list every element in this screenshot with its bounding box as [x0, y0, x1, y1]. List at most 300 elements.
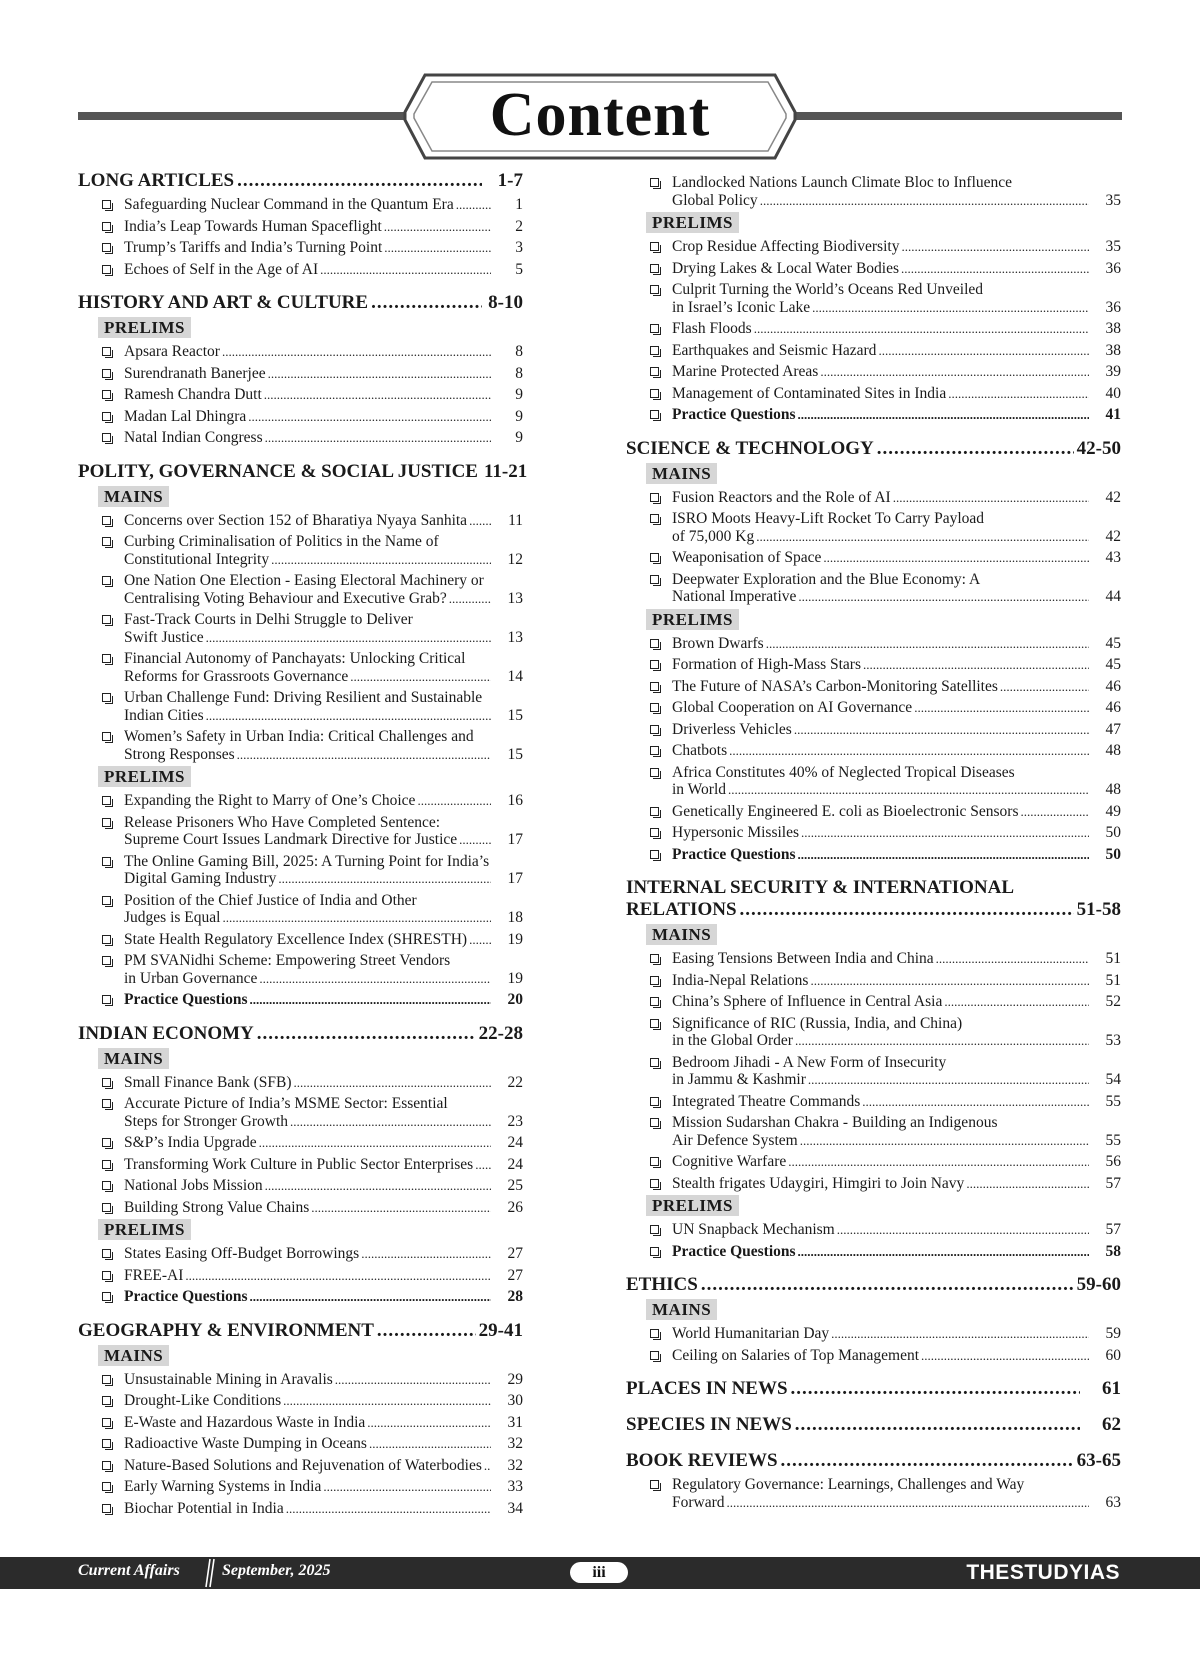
toc-entry[interactable] [626, 320, 1121, 338]
dot-leader [259, 970, 491, 988]
toc-entry[interactable] [626, 1054, 1121, 1089]
toc-entry[interactable] [626, 281, 1121, 316]
entry-text: Drying Lakes & Local Water Bodies [672, 259, 900, 277]
entry-line [672, 489, 1121, 507]
toc-entry[interactable] [78, 1414, 523, 1432]
toc-entry[interactable] [626, 549, 1121, 567]
entry-text: State Health Regulatory Excellence Index (SHRESTH) [124, 930, 468, 948]
toc-entry[interactable] [78, 533, 523, 568]
entry-text: Accurate Picture of India’s MSME Sector: Essential [124, 1095, 448, 1112]
checkbox-bullet-icon [102, 857, 111, 866]
toc-entry[interactable] [626, 635, 1121, 653]
checkbox-bullet-icon [650, 285, 659, 294]
entry-page: 11 [508, 511, 523, 529]
toc-entry[interactable] [78, 689, 523, 724]
toc-entry[interactable] [626, 656, 1121, 674]
toc-entry[interactable] [78, 1288, 523, 1306]
dot-leader [781, 1450, 1074, 1472]
toc-entry[interactable] [78, 1134, 523, 1152]
checkbox-bullet-icon [650, 976, 659, 985]
entry-page: 60 [1105, 1346, 1121, 1364]
toc-section [78, 292, 523, 447]
section-heading [78, 1023, 523, 1045]
subsection-label: PRELIMS [98, 1219, 191, 1240]
entry-text: Safeguarding Nuclear Command in the Quantum Era [124, 196, 454, 213]
entry-line [672, 1494, 1121, 1512]
entry-line [124, 1267, 523, 1285]
entry-line [124, 408, 523, 426]
toc-entry[interactable] [626, 950, 1121, 968]
entry-line [672, 385, 1121, 403]
entry-text: Practice Questions [124, 1288, 248, 1305]
entry-text: Management of Contaminated Sites in India [672, 384, 947, 402]
entry-line [124, 1113, 523, 1131]
toc-section [626, 1450, 1121, 1511]
entry-page: 33 [507, 1478, 523, 1495]
entry-line [672, 1032, 1121, 1050]
subsection-label: PRELIMS [646, 609, 739, 630]
footer-page-number: iii [570, 1562, 628, 1583]
entry-text: Indian Cities [124, 706, 204, 724]
entry-page: 26 [507, 1198, 523, 1216]
dot-leader [335, 1371, 491, 1389]
checkbox-bullet-icon [102, 222, 111, 231]
dot-leader [283, 1392, 491, 1410]
toc-entry[interactable] [78, 408, 523, 426]
entry-text: Radioactive Waste Dumping in Oceans [124, 1435, 367, 1452]
toc-entry[interactable] [78, 991, 523, 1009]
toc-entry[interactable] [626, 846, 1121, 864]
entry-line [124, 746, 523, 764]
checkbox-bullet-icon [102, 935, 111, 944]
toc-entry[interactable] [78, 611, 523, 646]
toc-entry[interactable] [626, 489, 1121, 507]
toc-section [626, 1274, 1121, 1364]
toc-entry[interactable] [626, 342, 1121, 360]
entry-line [672, 803, 1121, 821]
dot-leader [893, 489, 1089, 507]
toc-entry[interactable] [626, 510, 1121, 545]
toc-entry[interactable] [626, 363, 1121, 381]
entry-line [672, 993, 1121, 1011]
section-title: POLITY, GOVERNANCE & SOCIAL JUSTICE [78, 460, 478, 482]
entry-line [672, 406, 1121, 424]
checkbox-bullet-icon [102, 537, 111, 546]
entry-text: Practice Questions [672, 406, 796, 423]
footer-magazine: Current Affairs [78, 1562, 180, 1579]
toc-entry[interactable] [626, 1114, 1121, 1149]
entry-line [124, 261, 523, 279]
toc-entry[interactable] [78, 1500, 523, 1518]
toc-entry[interactable] [78, 952, 523, 987]
section-title: SCIENCE & TECHNOLOGY [626, 437, 874, 459]
toc-entry[interactable] [626, 972, 1121, 990]
entry-text: Release Prisoners Who Have Completed Sentence: [124, 813, 441, 831]
entry-text: States Easing Off-Budget Borrowings [124, 1245, 360, 1262]
toc-entry[interactable] [78, 1435, 523, 1453]
toc-entry[interactable] [626, 260, 1121, 278]
entry-text: of 75,000 Kg [672, 527, 755, 545]
dot-leader [798, 588, 1089, 606]
entry-line [124, 1371, 523, 1389]
entry-line [672, 1347, 1121, 1365]
entry-page: 44 [1105, 588, 1121, 605]
toc-entry[interactable] [78, 728, 523, 763]
entry-text: Position of the Chief Justice of India and Other [124, 891, 417, 909]
checkbox-bullet-icon [650, 389, 659, 398]
entry-line [124, 1134, 523, 1152]
checkbox-bullet-icon [102, 693, 111, 702]
entry-text: Bedroom Jihadi - A New Form of Insecurity [672, 1053, 947, 1071]
checkbox-bullet-icon [650, 768, 659, 777]
entry-line [124, 1392, 523, 1410]
entry-line [672, 1093, 1121, 1111]
toc-entry[interactable] [78, 1177, 523, 1195]
entry-text: Practice Questions [672, 845, 796, 863]
toc-entry[interactable] [78, 1156, 523, 1174]
entry-page: 27 [507, 1245, 523, 1262]
entry-page: 53 [1105, 1032, 1121, 1049]
entry-line [672, 781, 1121, 799]
checkbox-bullet-icon [102, 200, 111, 209]
dot-leader [417, 792, 491, 810]
section-pages: 8-10 [488, 292, 523, 313]
checkbox-bullet-icon [102, 412, 111, 421]
toc-entry[interactable] [78, 429, 523, 447]
entry-text: Unsustainable Mining in Aravalis [124, 1370, 333, 1388]
entry-line [672, 528, 1121, 546]
entry-text: Landlocked Nations Launch Climate Bloc to Influence [672, 174, 1013, 191]
entry-line [672, 1243, 1121, 1261]
entry-line [124, 909, 523, 927]
entry-page: 38 [1105, 341, 1121, 359]
entry-page: 32 [507, 1456, 523, 1474]
dot-leader [237, 746, 491, 764]
checkbox-bullet-icon [102, 654, 111, 663]
section-title: SPECIES IN NEWS [626, 1414, 792, 1435]
checkbox-bullet-icon [102, 732, 111, 741]
toc-entry[interactable] [78, 892, 523, 927]
entry-line [672, 972, 1121, 990]
checkbox-bullet-icon [650, 850, 659, 859]
dot-leader [222, 909, 491, 927]
toc-entry[interactable] [626, 993, 1121, 1011]
toc-entry[interactable] [626, 406, 1121, 424]
toc-entry[interactable] [626, 678, 1121, 696]
toc-entry[interactable] [626, 385, 1121, 403]
checkbox-bullet-icon [650, 410, 659, 419]
entry-line [672, 1153, 1121, 1171]
toc-entry[interactable] [78, 239, 523, 257]
entry-text: Concerns over Section 152 of Bharatiya Nyaya Sanhita [124, 511, 468, 529]
toc-right-column [626, 170, 1121, 1511]
entry-text: Natal Indian Congress [124, 429, 263, 446]
entry-page: 17 [507, 831, 523, 848]
dot-leader [459, 831, 491, 849]
toc-entry[interactable] [626, 1015, 1121, 1050]
dot-leader [801, 824, 1089, 842]
toc-entry[interactable] [78, 261, 523, 279]
entry-line [672, 635, 1121, 653]
toc-entry[interactable] [78, 1095, 523, 1130]
entry-text: Integrated Theatre Commands [672, 1092, 861, 1110]
toc-entry[interactable] [626, 1221, 1121, 1239]
toc-entry[interactable] [626, 1476, 1121, 1511]
entry-text: India’s Leap Towards Human Spaceflight [124, 217, 382, 235]
entry-page: 39 [1105, 363, 1121, 380]
toc-entry[interactable] [626, 174, 1121, 209]
entry-page: 13 [507, 628, 523, 646]
entry-text: Madan Lal Dhingra [124, 407, 247, 425]
toc-entry[interactable] [78, 1199, 523, 1217]
entry-page: 54 [1105, 1071, 1121, 1088]
entry-text: Brown Dwarfs [672, 634, 764, 652]
toc-entry[interactable] [626, 1347, 1121, 1365]
entry-line [124, 668, 523, 686]
entry-text: Chatbots [672, 742, 728, 759]
dot-leader [1000, 678, 1089, 696]
entry-text: Culprit Turning the World’s Oceans Red Unveiled [672, 281, 984, 298]
toc-entry[interactable] [626, 571, 1121, 606]
checkbox-bullet-icon [650, 682, 659, 691]
entry-text: Apsara Reactor [124, 343, 220, 360]
toc-entry[interactable] [626, 824, 1121, 842]
entry-line [124, 1199, 523, 1217]
section-title: ETHICS [626, 1274, 698, 1295]
checkbox-bullet-icon [102, 1418, 111, 1427]
entry-text: in World [672, 781, 727, 798]
toc-entry[interactable] [78, 1392, 523, 1410]
toc-entry[interactable] [78, 386, 523, 404]
toc-entry[interactable] [626, 1325, 1121, 1343]
dot-leader [469, 512, 491, 530]
toc-entry[interactable] [78, 343, 523, 361]
entry-text: Fusion Reactors and the Role of AI [672, 488, 891, 506]
dot-leader [740, 899, 1074, 921]
entry-text: Practice Questions [672, 1242, 796, 1260]
entry-page: 9 [515, 407, 523, 425]
dot-leader [484, 1457, 491, 1475]
entry-text: Biochar Potential in India [124, 1499, 284, 1517]
entry-line [124, 218, 523, 236]
dot-leader [257, 1023, 476, 1045]
dot-leader [268, 365, 491, 383]
checkbox-bullet-icon [102, 347, 111, 356]
entry-page: 24 [507, 1155, 523, 1173]
entry-line [124, 1500, 523, 1518]
toc-entry[interactable] [78, 196, 523, 214]
entry-text: World Humanitarian Day [672, 1325, 830, 1342]
entry-line [672, 363, 1121, 381]
dot-leader [914, 699, 1089, 717]
entry-page: 57 [1105, 1221, 1121, 1238]
entry-page: 9 [515, 386, 523, 403]
toc-entry[interactable] [626, 742, 1121, 760]
section-title: GEOGRAPHY & ENVIRONMENT [78, 1319, 374, 1341]
entry-text: India-Nepal Relations [672, 971, 809, 989]
entry-text: Mission Sudarshan Chakra - Building an Indigenous [672, 1114, 998, 1131]
toc-entry[interactable] [78, 1457, 523, 1475]
toc-entry[interactable] [626, 764, 1121, 799]
entry-page: 9 [515, 429, 523, 446]
toc-entry[interactable] [78, 814, 523, 849]
toc-entry[interactable] [626, 1243, 1121, 1261]
toc-entry[interactable] [626, 238, 1121, 256]
toc-entry[interactable] [626, 721, 1121, 739]
entry-page: 35 [1105, 191, 1121, 209]
entry-page: 59 [1105, 1325, 1121, 1342]
entry-line [672, 192, 1121, 210]
entry-text: E-Waste and Hazardous Waste in India [124, 1413, 366, 1431]
dot-leader [456, 196, 491, 214]
dot-leader [271, 551, 491, 569]
dot-leader [944, 993, 1089, 1011]
section-title: LONG ARTICLES [78, 170, 235, 191]
entry-page: 56 [1105, 1153, 1121, 1170]
toc-entry[interactable] [78, 1245, 523, 1263]
entry-text: Steps for Stronger Growth [124, 1112, 289, 1130]
entry-line [124, 1074, 523, 1092]
entry-page: 48 [1105, 781, 1121, 798]
toc-entry[interactable] [78, 1371, 523, 1389]
entry-text: Expanding the Right to Marry of One’s Choice [124, 792, 416, 809]
entry-line [124, 1478, 523, 1496]
entry-text: Nature-Based Solutions and Rejuvenation of Waterbodies [124, 1456, 482, 1474]
entry-text: Air Defence System [672, 1131, 798, 1149]
entry-page: 46 [1105, 699, 1121, 716]
section-title-line [626, 899, 1121, 921]
entry-page: 18 [507, 909, 523, 926]
entry-line [124, 551, 523, 569]
entry-page: 12 [507, 550, 523, 568]
toc-entry[interactable] [78, 792, 523, 810]
entry-text: Small Finance Bank (SFB) [124, 1073, 292, 1091]
dot-leader [823, 549, 1089, 567]
checkbox-bullet-icon [650, 346, 659, 355]
entry-page: 29 [507, 1370, 523, 1388]
toc-entry[interactable] [78, 1267, 523, 1285]
subsection-label: PRELIMS [646, 212, 739, 233]
toc-entry[interactable] [626, 699, 1121, 717]
toc-entry[interactable] [78, 853, 523, 888]
checkbox-bullet-icon [102, 433, 111, 442]
dot-leader [878, 342, 1089, 360]
entry-page: 50 [1105, 824, 1121, 841]
dot-leader [265, 1177, 491, 1195]
checkbox-bullet-icon [650, 1351, 659, 1360]
section-heading [78, 460, 528, 483]
entry-page: 24 [507, 1134, 523, 1151]
checkbox-bullet-icon [650, 1097, 659, 1106]
toc-entry[interactable] [78, 218, 523, 236]
dot-leader [222, 343, 491, 361]
toc-section [626, 1378, 1121, 1400]
entry-line [672, 699, 1121, 717]
toc-entry[interactable] [78, 365, 523, 383]
toc-entry[interactable] [78, 1074, 523, 1092]
dot-leader [791, 1378, 1080, 1400]
section-pages: 29-41 [478, 1319, 523, 1341]
entry-page: 49 [1105, 802, 1121, 820]
section-title: HISTORY AND ART & CULTURE [78, 292, 369, 313]
section-title: INTERNAL SECURITY & INTERNATIONAL [626, 877, 1014, 898]
dot-leader [369, 1435, 491, 1453]
toc-section [626, 877, 1121, 1260]
entry-page: 51 [1105, 950, 1121, 967]
dot-leader [837, 1221, 1089, 1239]
entry-page: 40 [1105, 384, 1121, 402]
toc-entry[interactable] [78, 931, 523, 949]
entry-page: 42 [1105, 527, 1121, 545]
entry-line [672, 1325, 1121, 1343]
dot-leader [350, 668, 491, 686]
section-title: PLACES IN NEWS [626, 1378, 788, 1399]
toc-entry[interactable] [78, 572, 523, 607]
entry-text: in Urban Governance [124, 969, 258, 987]
checkbox-bullet-icon [650, 1225, 659, 1234]
entry-page: 28 [507, 1288, 523, 1305]
checkbox-bullet-icon [650, 553, 659, 562]
entry-line [124, 512, 523, 530]
entry-text: Reforms for Grassroots Governance [124, 667, 349, 685]
entry-text: Ramesh Chandra Dutt [124, 386, 262, 403]
toc-section [78, 170, 523, 278]
entry-text: Transforming Work Culture in Public Sector Enterprises [124, 1155, 474, 1173]
entry-line [124, 196, 523, 214]
dot-leader [756, 528, 1089, 546]
entry-line [124, 931, 523, 949]
entry-text: Curbing Criminalisation of Politics in the Name of [124, 533, 439, 550]
dot-leader [812, 299, 1089, 317]
dot-leader [469, 931, 491, 949]
entry-line [124, 365, 523, 383]
entry-text: Women’s Safety in Urban India: Critical Challenges and [124, 728, 474, 745]
entry-page: 8 [515, 343, 523, 360]
entry-page: 25 [507, 1177, 523, 1194]
entry-page: 3 [515, 239, 523, 256]
toc-entry[interactable] [78, 1478, 523, 1496]
toc-entry[interactable] [626, 1153, 1121, 1171]
checkbox-bullet-icon [102, 369, 111, 378]
checkbox-bullet-icon [102, 896, 111, 905]
checkbox-bullet-icon [102, 1271, 111, 1280]
dot-leader [760, 192, 1089, 210]
entry-line [124, 343, 523, 361]
dot-leader [248, 408, 491, 426]
entry-page: 47 [1105, 720, 1121, 738]
footer-issue: September, 2025 [222, 1562, 331, 1579]
checkbox-bullet-icon [650, 1329, 659, 1338]
entry-line [124, 870, 523, 888]
checkbox-bullet-icon [102, 516, 111, 525]
toc-entry[interactable] [626, 1093, 1121, 1111]
checkbox-bullet-icon [102, 1181, 111, 1190]
checkbox-bullet-icon [102, 243, 111, 252]
dot-leader [798, 1243, 1089, 1261]
checkbox-bullet-icon [650, 367, 659, 376]
entry-page: 43 [1105, 549, 1121, 566]
toc-entry[interactable] [78, 650, 523, 685]
toc-entry[interactable] [626, 1175, 1121, 1193]
dot-leader [286, 1500, 491, 1518]
toc-entry[interactable] [626, 803, 1121, 821]
dot-leader [250, 1288, 491, 1306]
entry-text: Judges is Equal [124, 909, 221, 926]
checkbox-bullet-icon [650, 1247, 659, 1256]
checkbox-bullet-icon [650, 954, 659, 963]
entry-text: Supreme Court Issues Landmark Directive for Justice [124, 831, 458, 848]
toc-entry[interactable] [78, 512, 523, 530]
